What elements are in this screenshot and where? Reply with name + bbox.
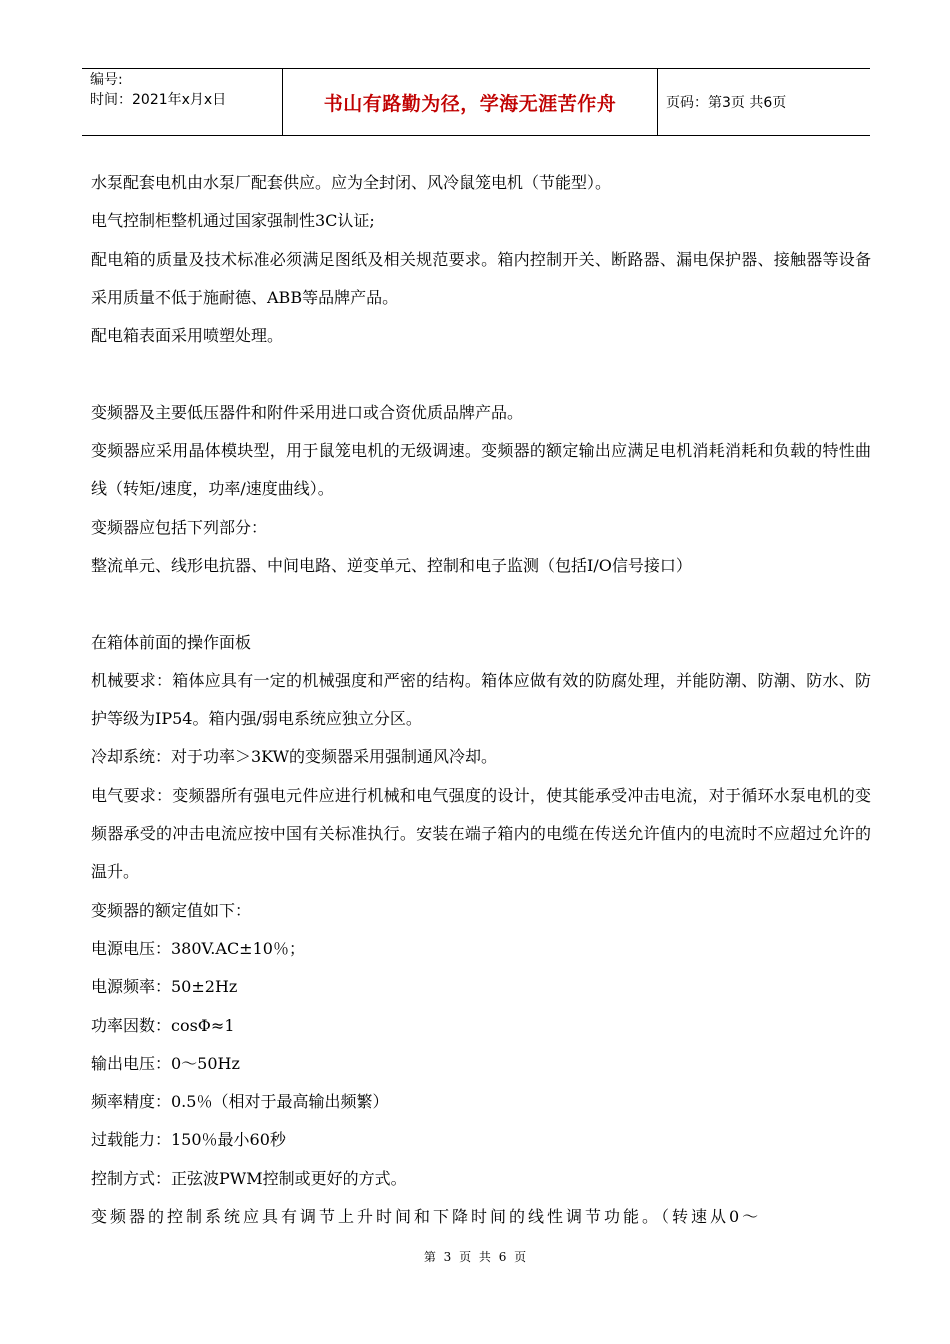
- paragraph: 水泵配套电机由水泵厂配套供应。应为全封闭、风冷鼠笼电机（节能型）。: [91, 173, 612, 192]
- spec-line: 频率精度：0.5％（相对于最高输出频繁）: [91, 1092, 389, 1112]
- page-footer: 第 3 页 共 6 页: [423, 1250, 527, 1264]
- document-body: [91, 164, 871, 1236]
- paragraph: 变频器的控制系统应具有调节上升时间和下降时间的线性调节功能。（转速从0～: [91, 1207, 762, 1227]
- spec-line: 输出电压：0～50Hz: [91, 1053, 240, 1073]
- paragraph: 配电箱的质量及技术标准必须满足图纸及相关规范要求。箱内控制开关、断路器、漏电保护器、接触器等设备采用质量不低于施耐德、ABB等品牌产品。: [91, 249, 871, 307]
- paragraph: 电气控制柜整机通过国家强制性3C认证;: [91, 211, 375, 231]
- header-meta-cell: [82, 69, 282, 135]
- spec-line: 功率因数：cosΦ≈1: [91, 1015, 235, 1035]
- blank-line: [91, 355, 871, 393]
- paragraph: 机械要求：箱体应具有一定的机械强度和严密的结构。箱体应做有效的防腐处理，并能防潮、防潮、防水、防护等级为IP54。箱内强/弱电系统应独立分区。: [91, 670, 871, 729]
- paragraph: 整流单元、线形电抗器、中间电路、逆变单元、控制和电子监测（包括I/O信号接口）: [91, 555, 692, 575]
- header-page-cell: [658, 69, 870, 135]
- header-motto-cell: [282, 69, 658, 135]
- spec-line: 电源电压：380V.AC±10％；: [91, 938, 305, 958]
- paragraph: 电气要求：变频器所有强电元件应进行机械和电气强度的设计，使其能承受冲击电流，对于循环水泵电机的变频器承受的冲击电流应按中国有关标准执行。安装在端子箱内的电缆在传送允许值内的电流时不应超过允许的温升。: [91, 785, 871, 882]
- spec-line: 电源频率：50±2Hz: [91, 977, 238, 997]
- paragraph: 变频器应包括下列部分：: [91, 517, 268, 537]
- document-time-label: 时间：2021年x月x日: [90, 92, 227, 108]
- spec-line: 过载能力：150％最小60秒: [91, 1130, 286, 1150]
- paragraph: 变频器应采用晶体模块型，用于鼠笼电机的无级调速。变频器的额定输出应满足电机消耗消耗和负载的特性曲线（转矩/速度，功率/速度曲线）。: [91, 441, 871, 499]
- header-page-number: 页码：第3页 共6页: [666, 95, 787, 111]
- page-header: [82, 68, 870, 136]
- document-number-label: 编号:: [90, 72, 123, 88]
- spec-line: 控制方式：正弦波PWM控制或更好的方式。: [91, 1168, 407, 1188]
- paragraph: 在箱体前面的操作面板: [91, 632, 252, 652]
- paragraph: 冷却系统：对于功率＞3KW的变频器采用强制通风冷却。: [91, 747, 498, 767]
- paragraph: 变频器及主要低压器件和附件采用进口或合资优质品牌产品。: [91, 402, 524, 422]
- paragraph: 配电箱表面采用喷塑处理。: [91, 326, 284, 346]
- paragraph: 变频器的额定值如下：: [91, 900, 252, 920]
- header-motto: 书山有路勤为径，学海无涯苦作舟: [323, 92, 617, 115]
- blank-line: [91, 585, 871, 623]
